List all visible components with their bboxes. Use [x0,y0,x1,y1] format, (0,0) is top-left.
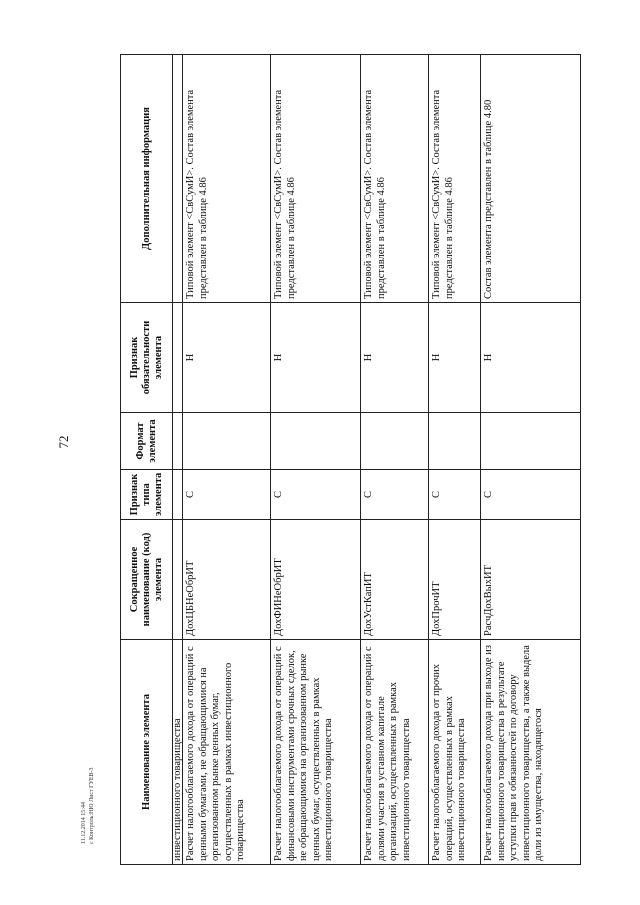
cell-type-sign: С [429,470,481,520]
cell-type-sign: С [361,470,429,520]
cell-code: ДохЦБНеОбрИТ [183,520,271,640]
cell-required: Н [429,303,481,413]
cell-format [183,413,271,470]
cell-name: Расчет налогооблагаемого дохода при выходе из инвестиционного товарищества в результате уступки прав и обязанностей по договору инвестиционного товарищества, а также выдела доли из имущества, находящегося [481,640,581,865]
cell-info: Типовой элемент <СвСумИ>. Состав элемента представлен в таблице 4.86 [361,55,429,303]
cell-info: Состав элемента представлен в таблице 4.80 [481,55,581,303]
stamp-line-2: с Контроль:НЮ Лист ГУЕВ-3 [89,767,95,844]
header-row [121,55,173,865]
cell-required [173,303,183,413]
page-number: 72 [56,435,71,449]
cell-info: Типовой элемент <СвСумИ>. Состав элемента представлен в таблице 4.86 [271,55,361,303]
cell-format [481,413,581,470]
cell-code: ДохФИНеОбрИТ [271,520,361,640]
cell-type-sign: С [481,470,581,520]
cell-type-sign: С [271,470,361,520]
header-required: Признак обязательности элемента [121,303,173,413]
cell-name: Расчет налогооблагаемого дохода от операций с долями участия в уставном капитале организаций, осуществленных в рамках инвестиционного товарищества [361,640,429,865]
cell-code: ДохПрочИТ [429,520,481,640]
cell-info [173,55,183,303]
table-row-partial [173,55,183,865]
cell-name: Расчет налогооблагаемого дохода от операций с ценными бумагами, не обращающимися на организованном рынке ценных бумаг, осуществленных в рамках инвестиционного товарищества [183,640,271,865]
table-row [429,55,481,865]
header-name: Наименование элемента [121,640,173,865]
header-format: Формат элемента [121,413,173,470]
header-type-sign: Признак типа элемента [121,470,173,520]
cell-type-sign [173,470,183,520]
cell-required: Н [271,303,361,413]
cell-type-sign: С [183,470,271,520]
cell-required: Н [361,303,429,413]
header-code: Сокращенное наименование (код) элемента [121,520,173,640]
cell-required: Н [183,303,271,413]
cell-format [173,413,183,470]
cell-name: инвестиционного товарищества [173,640,183,865]
cell-format [271,413,361,470]
cell-code: РасчДохВыхИТ [481,520,581,640]
table-container [120,55,544,865]
cell-format [361,413,429,470]
header-info: Дополнительная информация [121,55,173,303]
cell-code: ДохУстКапИТ [361,520,429,640]
document-stamp [80,734,110,844]
cell-format [429,413,481,470]
cell-info: Типовой элемент <СвСумИ>. Состав элемента представлен в таблице 4.86 [429,55,481,303]
elements-table [120,54,581,865]
cell-required: Н [481,303,581,413]
stamp-line-1: 11.12.2014 15:44 [81,802,87,844]
cell-name: Расчет налогооблагаемого дохода от прочих операций, осуществленных в рамках инвестиционного товарищества [429,640,481,865]
table-row [183,55,271,865]
table-row [271,55,361,865]
cell-info: Типовой элемент <СвСумИ>. Состав элемента представлен в таблице 4.86 [183,55,271,303]
cell-code [173,520,183,640]
cell-name: Расчет налогооблагаемого дохода от операций с финансовыми инструментами срочных сделок, не обращающимися на организованном рынке ценных бумаг, осуществленных в рамках инвестиционного товарищества [271,640,361,865]
table-row [481,55,581,865]
table-row [361,55,429,865]
